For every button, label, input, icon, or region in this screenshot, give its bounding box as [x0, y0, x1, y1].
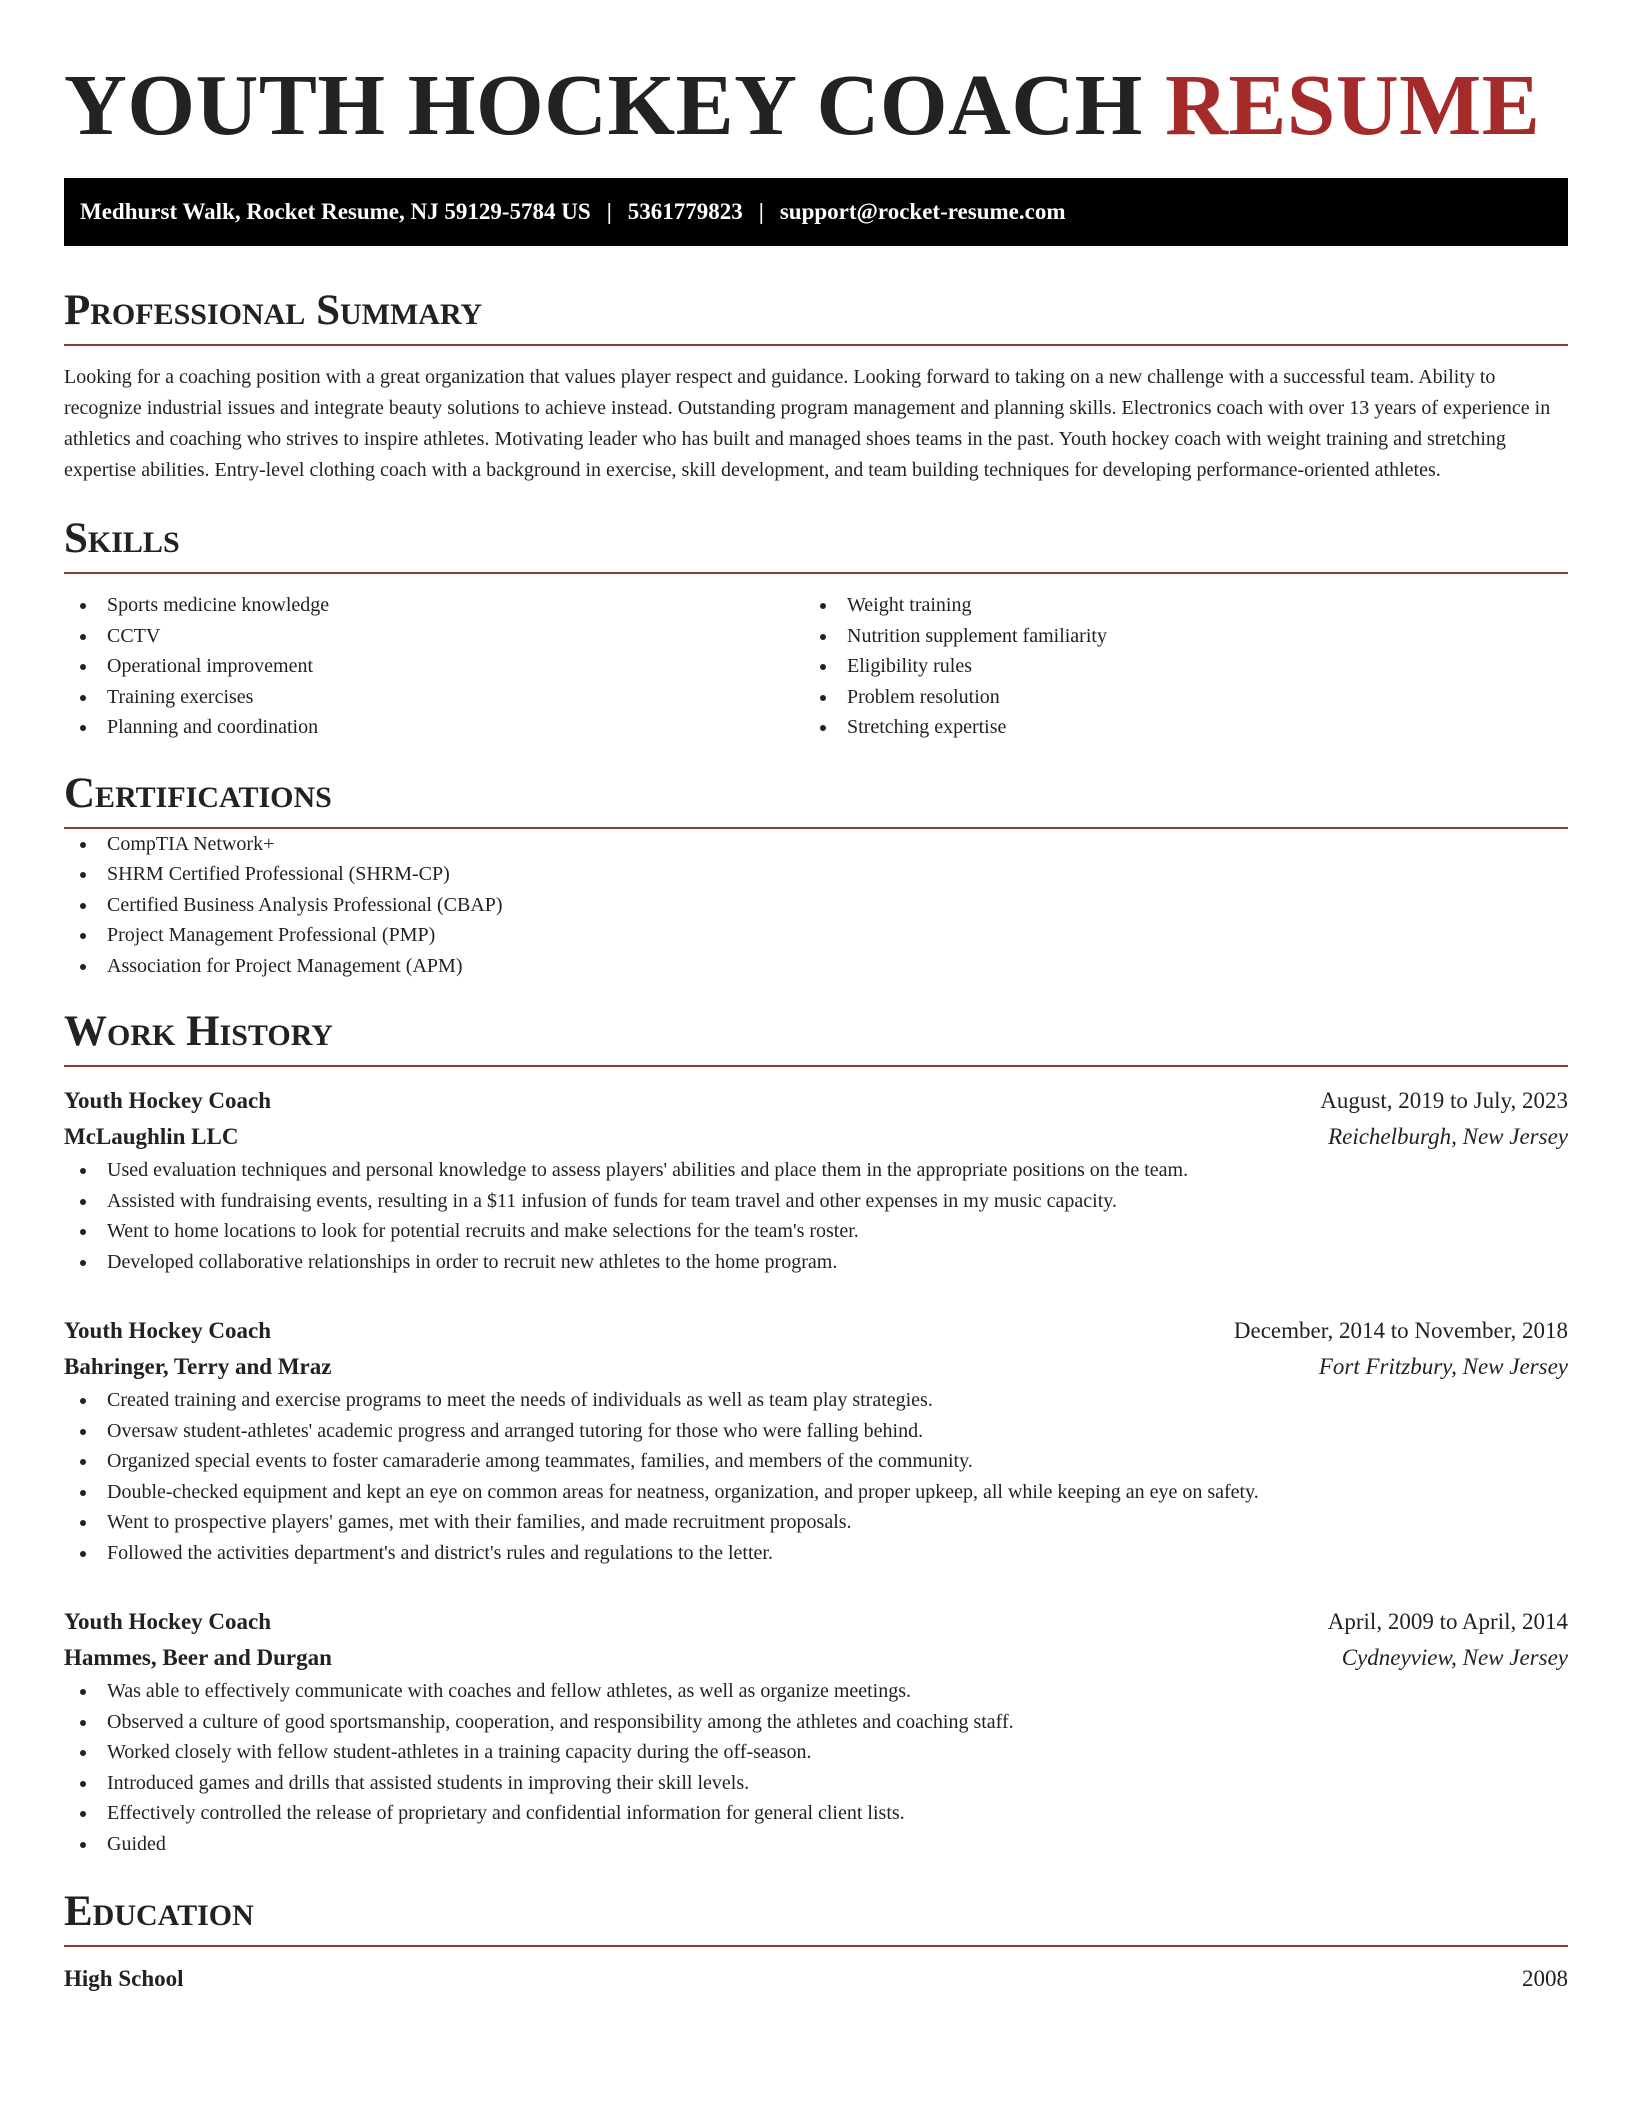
contact-phone: 5361779823: [627, 199, 743, 224]
job-duty: Organized special events to foster camaraderie among teammates, families, and members of the community.: [64, 1446, 1568, 1477]
contact-separator: |: [758, 199, 764, 224]
skill-item: CCTV: [64, 621, 804, 652]
certification-item: Certified Business Analysis Professional (CBAP): [64, 890, 1568, 921]
certifications-list: [64, 829, 1568, 982]
job-duty: Double-checked equipment and kept an eye on common areas for neatness, organization, and proper upkeep, all while keeping an eye on safety.: [64, 1477, 1568, 1508]
skill-item: Problem resolution: [804, 682, 1544, 713]
bullet-icon: [80, 1842, 86, 1848]
job-dates: December, 2014 to November, 2018: [1233, 1318, 1568, 1343]
job-company: Bahringer, Terry and Mraz: [64, 1354, 332, 1379]
title-main: YOUTH HOCKEY COACH: [64, 56, 1143, 153]
summary-text: Looking for a coaching position with a great organization that values player respect and guidance. Looking forward to taking on a new challenge with a successful team. Ability to recognize industrial issues and integrate beauty solutions to achieve instead. Outstanding program management and planning skills. Electronics coach with over 13 years of experience in athletics and coaching who strives to inspire athletes. Motivating leader who has built and managed shoes teams in the past. Youth hockey coach with weight training and stretching expertise abilities. Entry-level clothing coach with a background in exercise, skill development, and team building techniques for developing performance-oriented athletes.: [64, 366, 1551, 481]
job-duty: Observed a culture of good sportsmanship, cooperation, and responsibility among the athletes and coaching staff.: [64, 1707, 1568, 1738]
job-duties-list: [64, 1385, 1568, 1568]
job-entry: [64, 1313, 1568, 1568]
job-duties-list: [64, 1155, 1568, 1277]
skill-item: Stretching expertise: [804, 712, 1544, 743]
job-duty: Assisted with fundraising events, resulting in a $11 infusion of funds for team travel and other expenses in my music capacity.: [64, 1186, 1568, 1217]
skill-item: Training exercises: [64, 682, 804, 713]
job-duty: Used evaluation techniques and personal knowledge to assess players' abilities and place them in the appropriate positions on the team.: [64, 1155, 1568, 1186]
contact-separator: |: [606, 199, 612, 224]
bullet-icon: [80, 1260, 86, 1266]
bullet-icon: [80, 1551, 86, 1557]
bullet-icon: [80, 1199, 86, 1205]
bullet-icon: [80, 634, 86, 640]
skill-item: Operational improvement: [64, 651, 804, 682]
job-title: Youth Hockey Coach: [64, 1318, 272, 1343]
bullet-icon: [80, 1720, 86, 1726]
bullet-icon: [820, 634, 826, 640]
bullet-icon: [80, 1811, 86, 1817]
skill-item: Planning and coordination: [64, 712, 804, 743]
bullet-icon: [80, 1459, 86, 1465]
bullet-icon: [80, 872, 86, 878]
bullet-icon: [80, 1689, 86, 1695]
resume-title: [64, 56, 1568, 154]
job-company: Hammes, Beer and Durgan: [64, 1645, 332, 1670]
bullet-icon: [820, 603, 826, 609]
bullet-icon: [80, 933, 86, 939]
certification-item: Association for Project Management (APM): [64, 951, 1568, 982]
bullet-icon: [820, 664, 826, 670]
bullet-icon: [80, 1490, 86, 1496]
bullet-icon: [820, 695, 826, 701]
title-accent: RESUME: [1165, 56, 1541, 153]
certifications-heading: Certifications: [64, 769, 1568, 829]
job-duty: Worked closely with fellow student-athletes in a training capacity during the off-season.: [64, 1737, 1568, 1768]
skill-item: Sports medicine knowledge: [64, 590, 804, 621]
skill-item: Nutrition supplement familiarity: [804, 621, 1544, 652]
summary-heading: Professional Summary: [64, 286, 1568, 346]
bullet-icon: [80, 664, 86, 670]
certification-item: CompTIA Network+: [64, 829, 1568, 860]
skills-list-right: [804, 590, 1544, 743]
job-duty: Went to prospective players' games, met with their families, and made recruitment proposals.: [64, 1507, 1568, 1538]
job-location: Reichelburgh, New Jersey: [1328, 1124, 1568, 1149]
contact-address: Medhurst Walk, Rocket Resume, NJ 59129-5784 US: [80, 199, 591, 224]
resume-page: [64, 0, 1568, 1997]
bullet-icon: [80, 1168, 86, 1174]
job-duties-list: [64, 1676, 1568, 1859]
bullet-icon: [80, 842, 86, 848]
job-dates: August, 2019 to July, 2023: [1320, 1088, 1568, 1113]
bullet-icon: [80, 1229, 86, 1235]
work-history-heading: Work History: [64, 1007, 1568, 1067]
job-location: Cydneyview, New Jersey: [1341, 1645, 1568, 1670]
skills-grid: [64, 590, 1568, 743]
education-heading: Education: [64, 1887, 1568, 1947]
bullet-icon: [80, 1520, 86, 1526]
skills-list-left: [64, 590, 804, 743]
job-duty: Went to home locations to look for potential recruits and make selections for the team's roster.: [64, 1216, 1568, 1247]
job-duty: Was able to effectively communicate with coaches and fellow athletes, as well as organize meetings.: [64, 1676, 1568, 1707]
job-duty: Developed collaborative relationships in order to recruit new athletes to the home program.: [64, 1247, 1568, 1278]
education-entry: [64, 1961, 1568, 1997]
education-degree: High School: [64, 1966, 184, 1991]
job-location: Fort Fritzbury, New Jersey: [1318, 1354, 1568, 1379]
certification-item: SHRM Certified Professional (SHRM-CP): [64, 859, 1568, 890]
bullet-icon: [820, 725, 826, 731]
skills-heading: Skills: [64, 514, 1568, 574]
bullet-icon: [80, 903, 86, 909]
job-duty: Effectively controlled the release of proprietary and confidential information for general client lists.: [64, 1798, 1568, 1829]
bullet-icon: [80, 695, 86, 701]
bullet-icon: [80, 1750, 86, 1756]
contact-bar: [64, 178, 1568, 246]
bullet-icon: [80, 1429, 86, 1435]
job-duty: Oversaw student-athletes' academic progress and arranged tutoring for those who were falling behind.: [64, 1416, 1568, 1447]
job-duty: Created training and exercise programs to meet the needs of individuals as well as team play strategies.: [64, 1385, 1568, 1416]
job-title: Youth Hockey Coach: [64, 1609, 272, 1634]
certification-item: Project Management Professional (PMP): [64, 920, 1568, 951]
job-company: McLaughlin LLC: [64, 1124, 239, 1149]
bullet-icon: [80, 1398, 86, 1404]
bullet-icon: [80, 964, 86, 970]
job-duty: Guided: [64, 1829, 1568, 1860]
skill-item: Weight training: [804, 590, 1544, 621]
job-dates: April, 2009 to April, 2014: [1327, 1609, 1568, 1634]
contact-email: support@rocket-resume.com: [779, 199, 1066, 224]
education-year: 2008: [1522, 1966, 1568, 1991]
bullet-icon: [80, 1781, 86, 1787]
job-duty: Introduced games and drills that assisted students in improving their skill levels.: [64, 1768, 1568, 1799]
bullet-icon: [80, 725, 86, 731]
job-entry: [64, 1604, 1568, 1859]
job-duty: Followed the activities department's and district's rules and regulations to the letter.: [64, 1538, 1568, 1569]
job-title: Youth Hockey Coach: [64, 1088, 272, 1113]
job-entry: [64, 1083, 1568, 1277]
bullet-icon: [80, 603, 86, 609]
skill-item: Eligibility rules: [804, 651, 1544, 682]
